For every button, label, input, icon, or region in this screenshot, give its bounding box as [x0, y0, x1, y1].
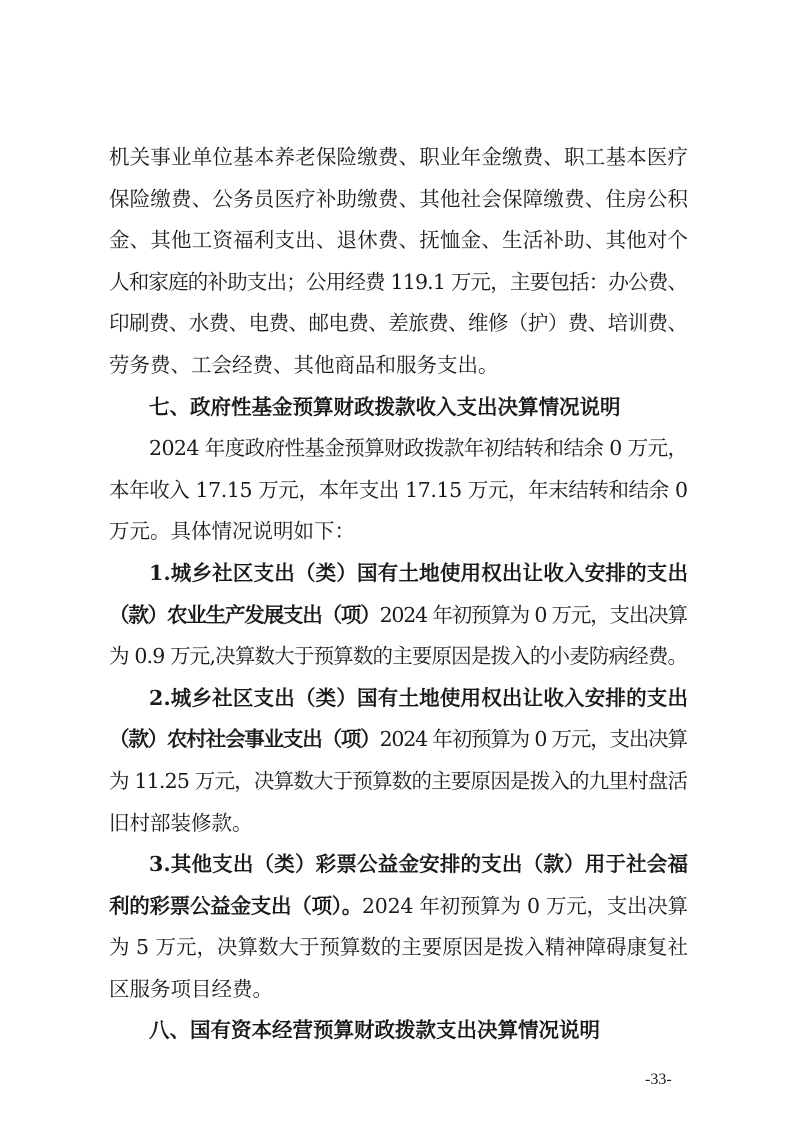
body-text: 为 11.25 万元，决算数大于预算数的主要原因是拨入的九里村盘活	[109, 768, 688, 793]
body-text: 2024 年初预算为 0 万元，支出决算	[362, 893, 688, 918]
line-text	[109, 345, 499, 387]
line-text	[149, 428, 687, 470]
text-line	[109, 719, 688, 761]
body-text: 金、其他工资福利支出、退休费、抚恤金、生活补助、其他对个	[109, 228, 688, 253]
section-heading	[109, 1010, 688, 1052]
text-line	[109, 803, 688, 845]
line-text	[109, 803, 253, 845]
text-line	[109, 303, 688, 345]
page-number: -33-	[645, 1071, 672, 1088]
body-text: 2024 年初预算为 0 万元，支出决算	[379, 602, 687, 627]
text-line	[109, 345, 688, 387]
line-text	[109, 511, 355, 553]
text-line	[109, 969, 688, 1011]
body-text: 为 5 万元，决算数大于预算数的主要原因是拨入精神障碍康复社	[109, 935, 688, 960]
text-line	[109, 761, 688, 803]
line-text	[109, 595, 687, 637]
text-line	[109, 137, 688, 179]
line-text	[109, 262, 687, 304]
bold-text: 七、政府性基金预算财政拨款收入支出决算情况说明	[149, 394, 621, 419]
text-line	[109, 886, 688, 928]
line-text	[109, 927, 688, 969]
line-text	[109, 969, 273, 1011]
text-line	[109, 262, 688, 304]
text-line	[109, 511, 688, 553]
line-text	[109, 179, 688, 221]
line-text	[109, 719, 687, 761]
body-text: 区服务项目经费。	[109, 976, 273, 1001]
text-line	[109, 636, 688, 678]
line-text	[149, 1010, 600, 1052]
line-text	[109, 220, 688, 262]
body-text: 机关事业单位基本养老保险缴费、职业年金缴费、职工基本医疗	[109, 145, 688, 169]
line-text	[149, 678, 688, 720]
body-text: 为 0.9 万元,决算数大于预算数的主要原因是拨入的小麦防病经费。	[109, 644, 688, 669]
bold-text: 3.其他支出（类）彩票公益金安排的支出（款）用于社会福	[149, 852, 688, 877]
text-line	[109, 595, 688, 637]
line-text	[109, 137, 688, 179]
line-text	[109, 470, 688, 512]
text-line	[109, 927, 688, 969]
text-line	[109, 179, 688, 221]
bold-text: （款）农业生产发展支出（项）	[109, 602, 380, 627]
text-line	[109, 220, 688, 262]
body-text: 万元。具体情况说明如下：	[109, 519, 355, 544]
body-text: 印刷费、水费、电费、邮电费、差旅费、维修（护）费、培训费、	[109, 311, 688, 336]
document-body	[109, 137, 688, 1052]
body-text: 劳务费、工会经费、其他商品和服务支出。	[109, 352, 499, 377]
section-heading	[109, 387, 688, 429]
bold-text: 2.城乡社区支出（类）国有土地使用权出让收入安排的支出	[149, 685, 688, 710]
text-line	[109, 470, 688, 512]
line-text	[109, 886, 688, 928]
text-line	[109, 844, 688, 886]
line-text	[109, 636, 687, 678]
line-text	[149, 387, 621, 429]
bold-text: 1.城乡社区支出（类）国有土地使用权出让收入安排的支出	[149, 560, 688, 585]
bold-text: 八、国有资本经营预算财政拨款支出决算情况说明	[149, 1018, 600, 1043]
body-text: 2024 年初预算为 0 万元，支出决算	[379, 727, 687, 752]
body-text: 2024 年度政府性基金预算财政拨款年初结转和结余 0 万元，	[149, 436, 688, 461]
bold-text: 利的彩票公益金支出（项）。	[109, 893, 362, 918]
body-text: 保险缴费、公务员医疗补助缴费、其他社会保障缴费、住房公积	[109, 186, 688, 211]
body-text: 本年收入 17.15 万元，本年支出 17.15 万元，年末结转和结余 0	[109, 477, 688, 502]
line-text	[149, 844, 688, 886]
line-text	[149, 553, 688, 595]
text-line	[109, 678, 688, 720]
text-line	[109, 428, 688, 470]
body-text: 人和家庭的补助支出；公用经费 119.1 万元，主要包括：办公费、	[109, 269, 688, 294]
text-line	[109, 553, 688, 595]
line-text	[109, 761, 687, 803]
body-text: 旧村部装修款。	[109, 810, 253, 835]
bold-text: （款）农村社会事业支出（项）	[109, 727, 380, 752]
line-text	[109, 303, 687, 345]
